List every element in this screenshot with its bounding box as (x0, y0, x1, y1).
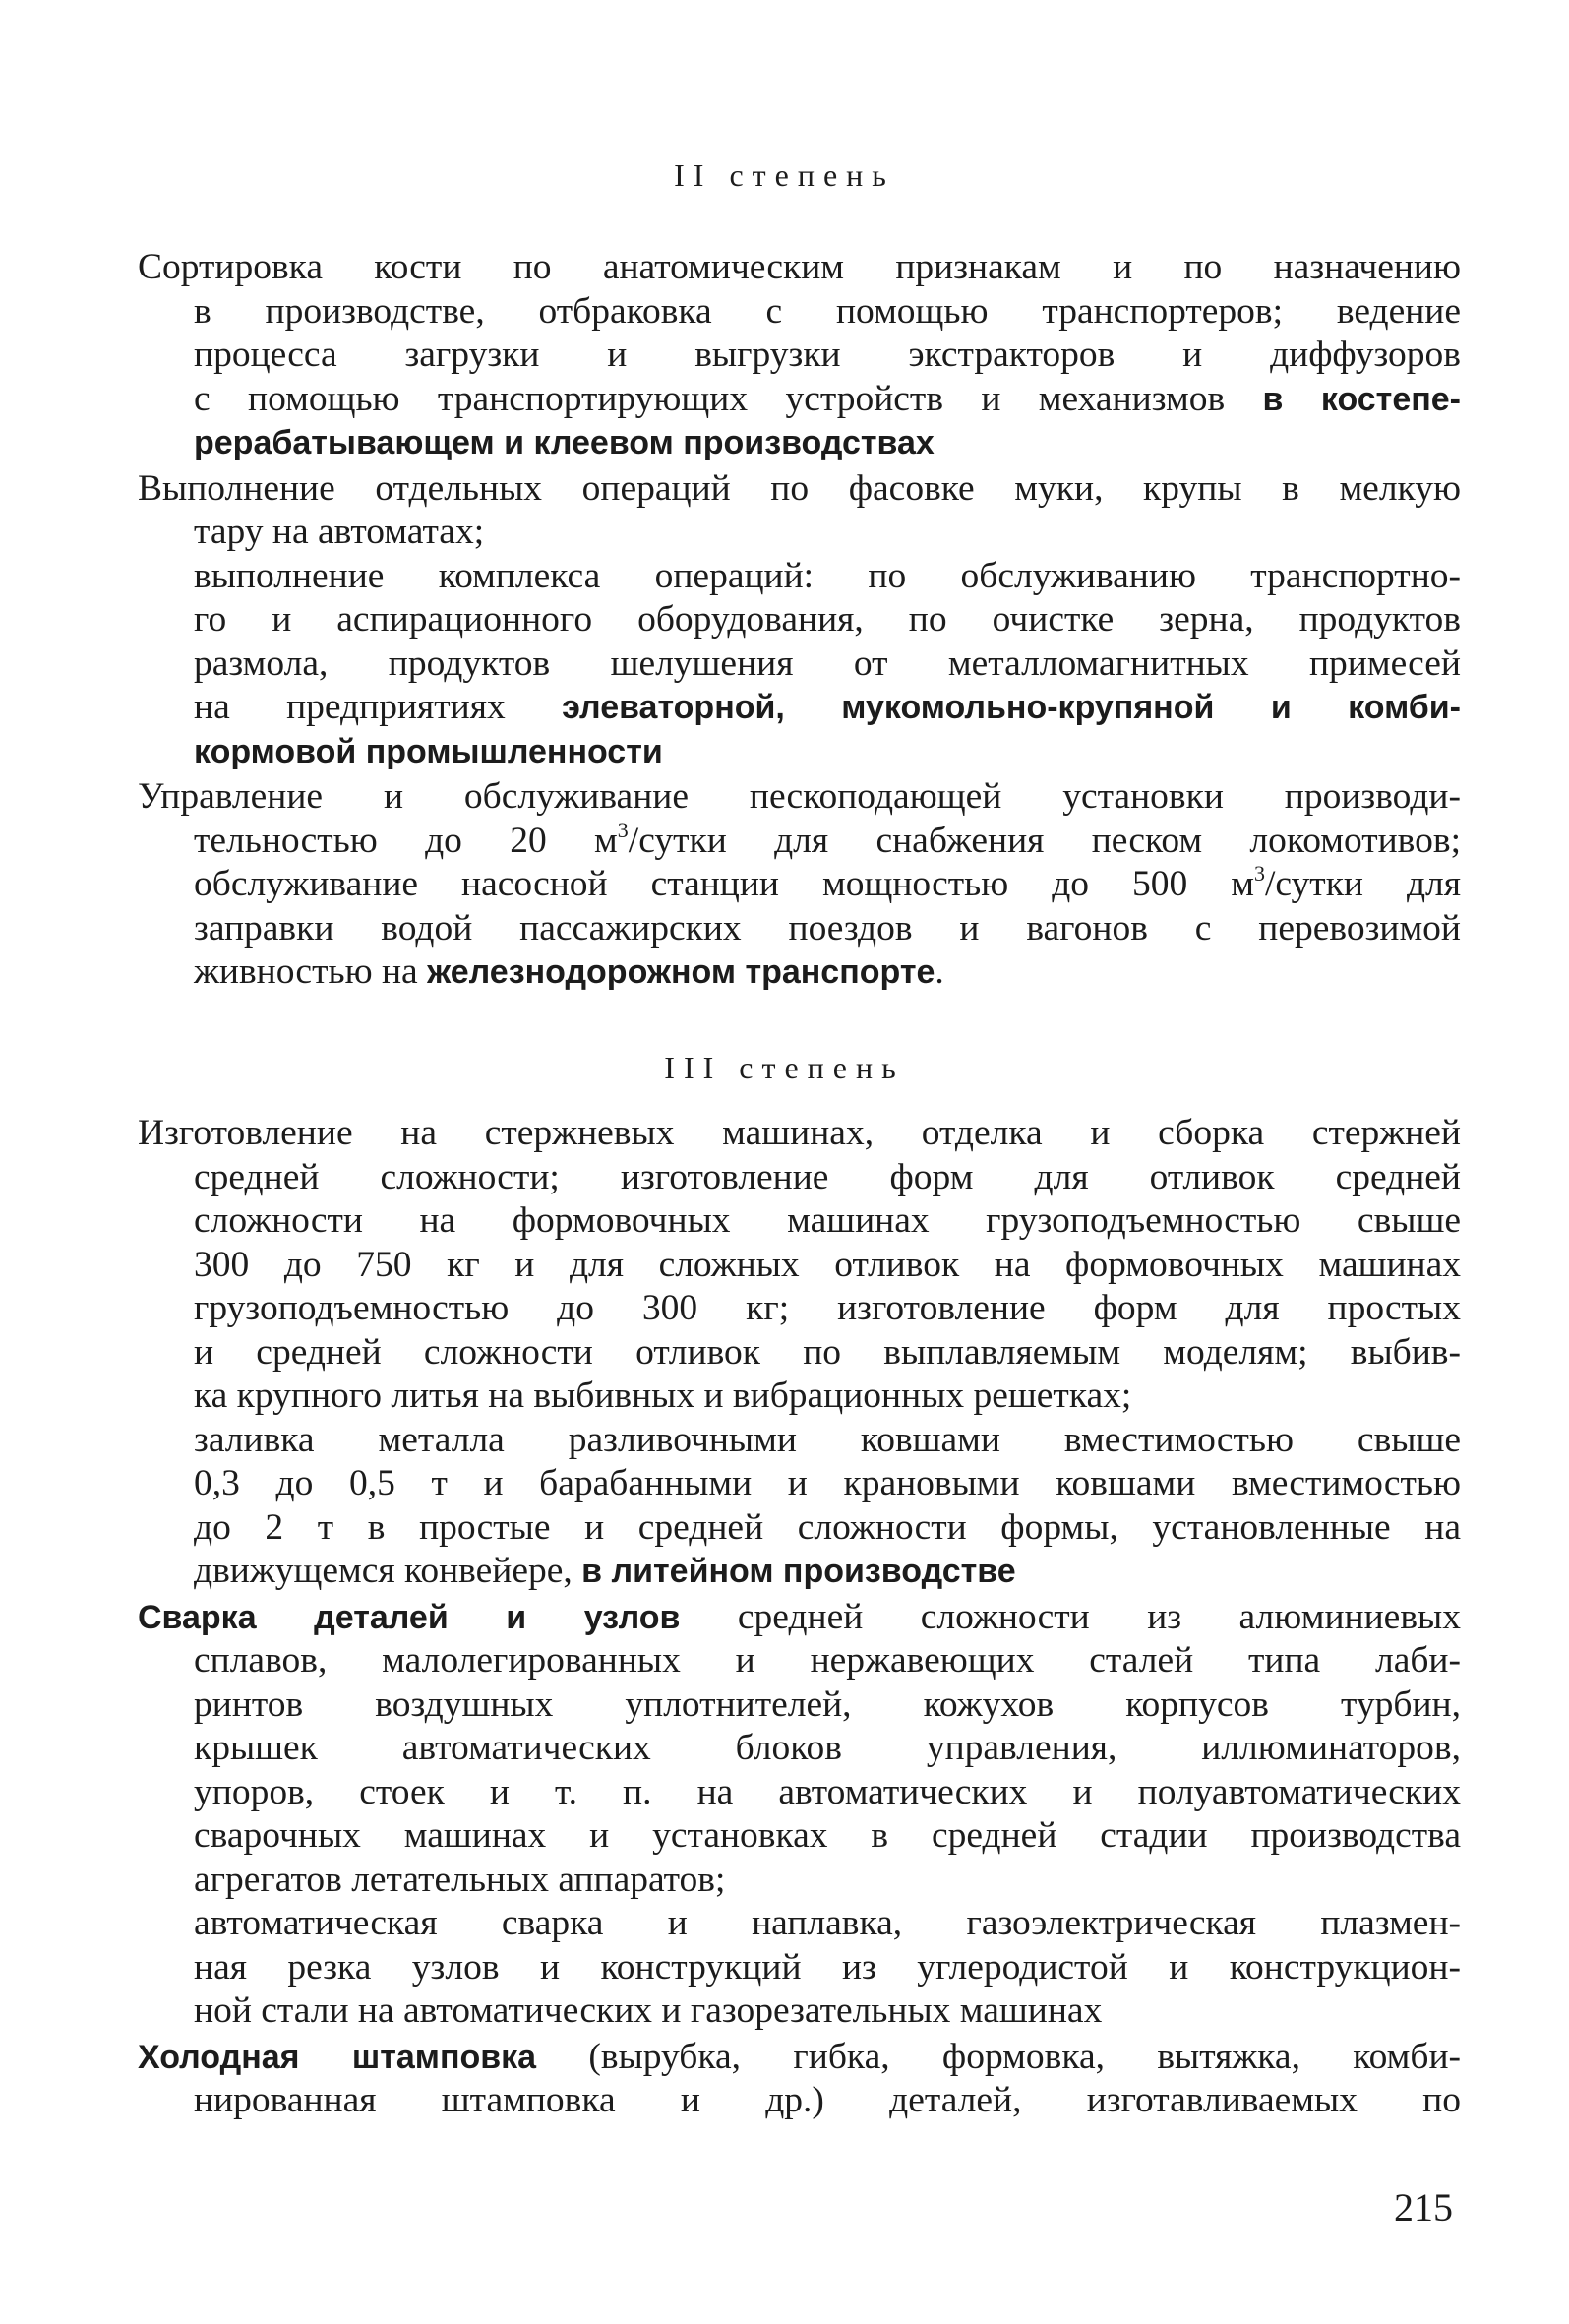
text-line (138, 950, 1461, 995)
text-line: ка крупного литья на выбивных и вибрационных решетках; (194, 1376, 1132, 1416)
superscript: 3 (1253, 861, 1265, 886)
text-line: выполнение комплекса операций: по обслуживанию транспортно- (194, 555, 1461, 596)
entry-sand-station (138, 775, 1461, 995)
text-line: процесса загрузки и выгрузки экстракторов и диффузоров (194, 335, 1461, 375)
text-line (138, 730, 1461, 774)
text-line (138, 863, 1461, 907)
text-line (138, 1596, 1461, 1640)
bold-industry: в костепе- (1262, 380, 1461, 418)
text-line (138, 817, 1462, 864)
bold-industry: рерабатывающем и клеевом производствах (194, 424, 935, 461)
text-line: тару на автоматах; (194, 512, 485, 552)
text-run: с помощью транспортирующих устройств и механизмов (194, 378, 1263, 419)
text-line: го и аспирационного оборудования, по очистке зерна, продуктов (194, 599, 1461, 640)
text-line: сложности на формовочных машинах грузоподъемностью свыше (194, 1200, 1461, 1241)
text-run: /сутки для снабжения песком локомотивов; (628, 820, 1462, 861)
text-line: и средней сложности отливок по выплавляемым моделям; выбив- (194, 1331, 1461, 1373)
text-line: грузоподъемностью до 300 кг; изготовление форм для простых (194, 1288, 1461, 1328)
text-line (138, 378, 1461, 422)
text-run: /сутки для (1264, 864, 1461, 904)
bold-industry: элеваторной, мукомольно-крупяной и комби- (562, 689, 1461, 726)
text-line (138, 421, 1461, 465)
text-line: крышек автоматических блоков управления, иллюминаторов, (194, 1728, 1461, 1768)
text-line: упоров, стоек и т. п. на автоматических и полуавтоматических (194, 1771, 1461, 1812)
bold-profession: Сварка деталей и узлов (138, 1598, 681, 1636)
text-run: средней сложности из алюминиевых (680, 1596, 1461, 1637)
entry-flour-packing (138, 467, 1461, 774)
text-line (138, 2036, 1461, 2080)
text-line: нированная штамповка и др.) деталей, изготавливаемых по (194, 2080, 1461, 2120)
bold-profession: Холодная штамповка (138, 2038, 537, 2076)
text-line: Управление и обслуживание пескоподающей установки производи- (138, 776, 1461, 817)
entry-core-making (138, 1112, 1461, 1594)
bold-industry: железнодорожном транспорте (427, 953, 935, 991)
entry-bone-sorting (138, 246, 1461, 465)
text-run: на предприятиях (194, 687, 563, 727)
text-run: (вырубка, гибка, формовка, вытяжка, комби- (536, 2036, 1461, 2077)
text-run: живностью на (194, 951, 428, 992)
text-line: ринтов воздушных уплотнителей, кожухов корпусов турбин, (194, 1683, 1461, 1725)
text-line (138, 686, 1461, 730)
bold-industry: в литейном производстве (581, 1553, 1016, 1590)
entry-cold-stamping (138, 2036, 1461, 2123)
text-run: тельностью до 20 м (194, 820, 618, 861)
text-line: размола, продуктов шелушения от металломагнитных примесей (194, 642, 1461, 684)
text-line: заправки водой пассажирских поездов и вагонов с перевозимой (194, 907, 1461, 948)
section-heading-iii: III степень (664, 1050, 905, 1085)
text-run: обслуживание насосной станции мощностью до 500 м (194, 864, 1254, 904)
text-line: сварочных машинах и установках в средней стадии производства (194, 1815, 1461, 1856)
bold-industry: кормовой промышленности (194, 732, 663, 770)
text-line: 300 до 750 кг и для сложных отливок на формовочных машинах (194, 1244, 1461, 1285)
text-line: Изготовление на стержневых машинах, отделка и сборка стержней (138, 1113, 1461, 1153)
text-line (138, 1550, 1461, 1594)
text-line: ной стали на автоматических и газорезательных машинах (194, 1990, 1103, 2031)
text-line: средней сложности; изготовление форм для отливок средней (194, 1156, 1461, 1197)
text-line: Выполнение отдельных операций по фасовке муки, крупы в мелкую (138, 467, 1461, 509)
text-run: движущемся конвейере, (194, 1551, 582, 1591)
section-ii-body (138, 246, 1461, 997)
entry-welding (138, 1596, 1461, 2034)
section-heading-ii: II степень (674, 157, 895, 193)
section-iii-body (138, 1112, 1461, 2125)
text-line: до 2 т в простые и средней сложности формы, установленные на (194, 1506, 1461, 1548)
text-line: заливка металла разливочными ковшами вместимостью свыше (194, 1419, 1461, 1460)
text-line: 0,3 до 0,5 т и барабанными и крановыми ковшами вместимостью (194, 1463, 1461, 1503)
page-number: 215 (1394, 2185, 1453, 2230)
text-line: ная резка узлов и конструкций из углеродистой и конструкцион- (194, 1946, 1461, 1988)
text-run: . (935, 951, 944, 992)
text-line: в производстве, отбраковка с помощью транспортеров; ведение (194, 290, 1461, 332)
text-line: Сортировка кости по анатомическим признакам и по назначению (138, 247, 1461, 287)
text-line: автоматическая сварка и наплавка, газоэлектрическая плазмен- (194, 1903, 1461, 1943)
text-line: агрегатов летательных аппаратов; (194, 1859, 726, 1900)
text-line: сплавов, малолегированных и нержавеющих сталей типа лаби- (194, 1640, 1461, 1681)
superscript: 3 (617, 817, 629, 842)
